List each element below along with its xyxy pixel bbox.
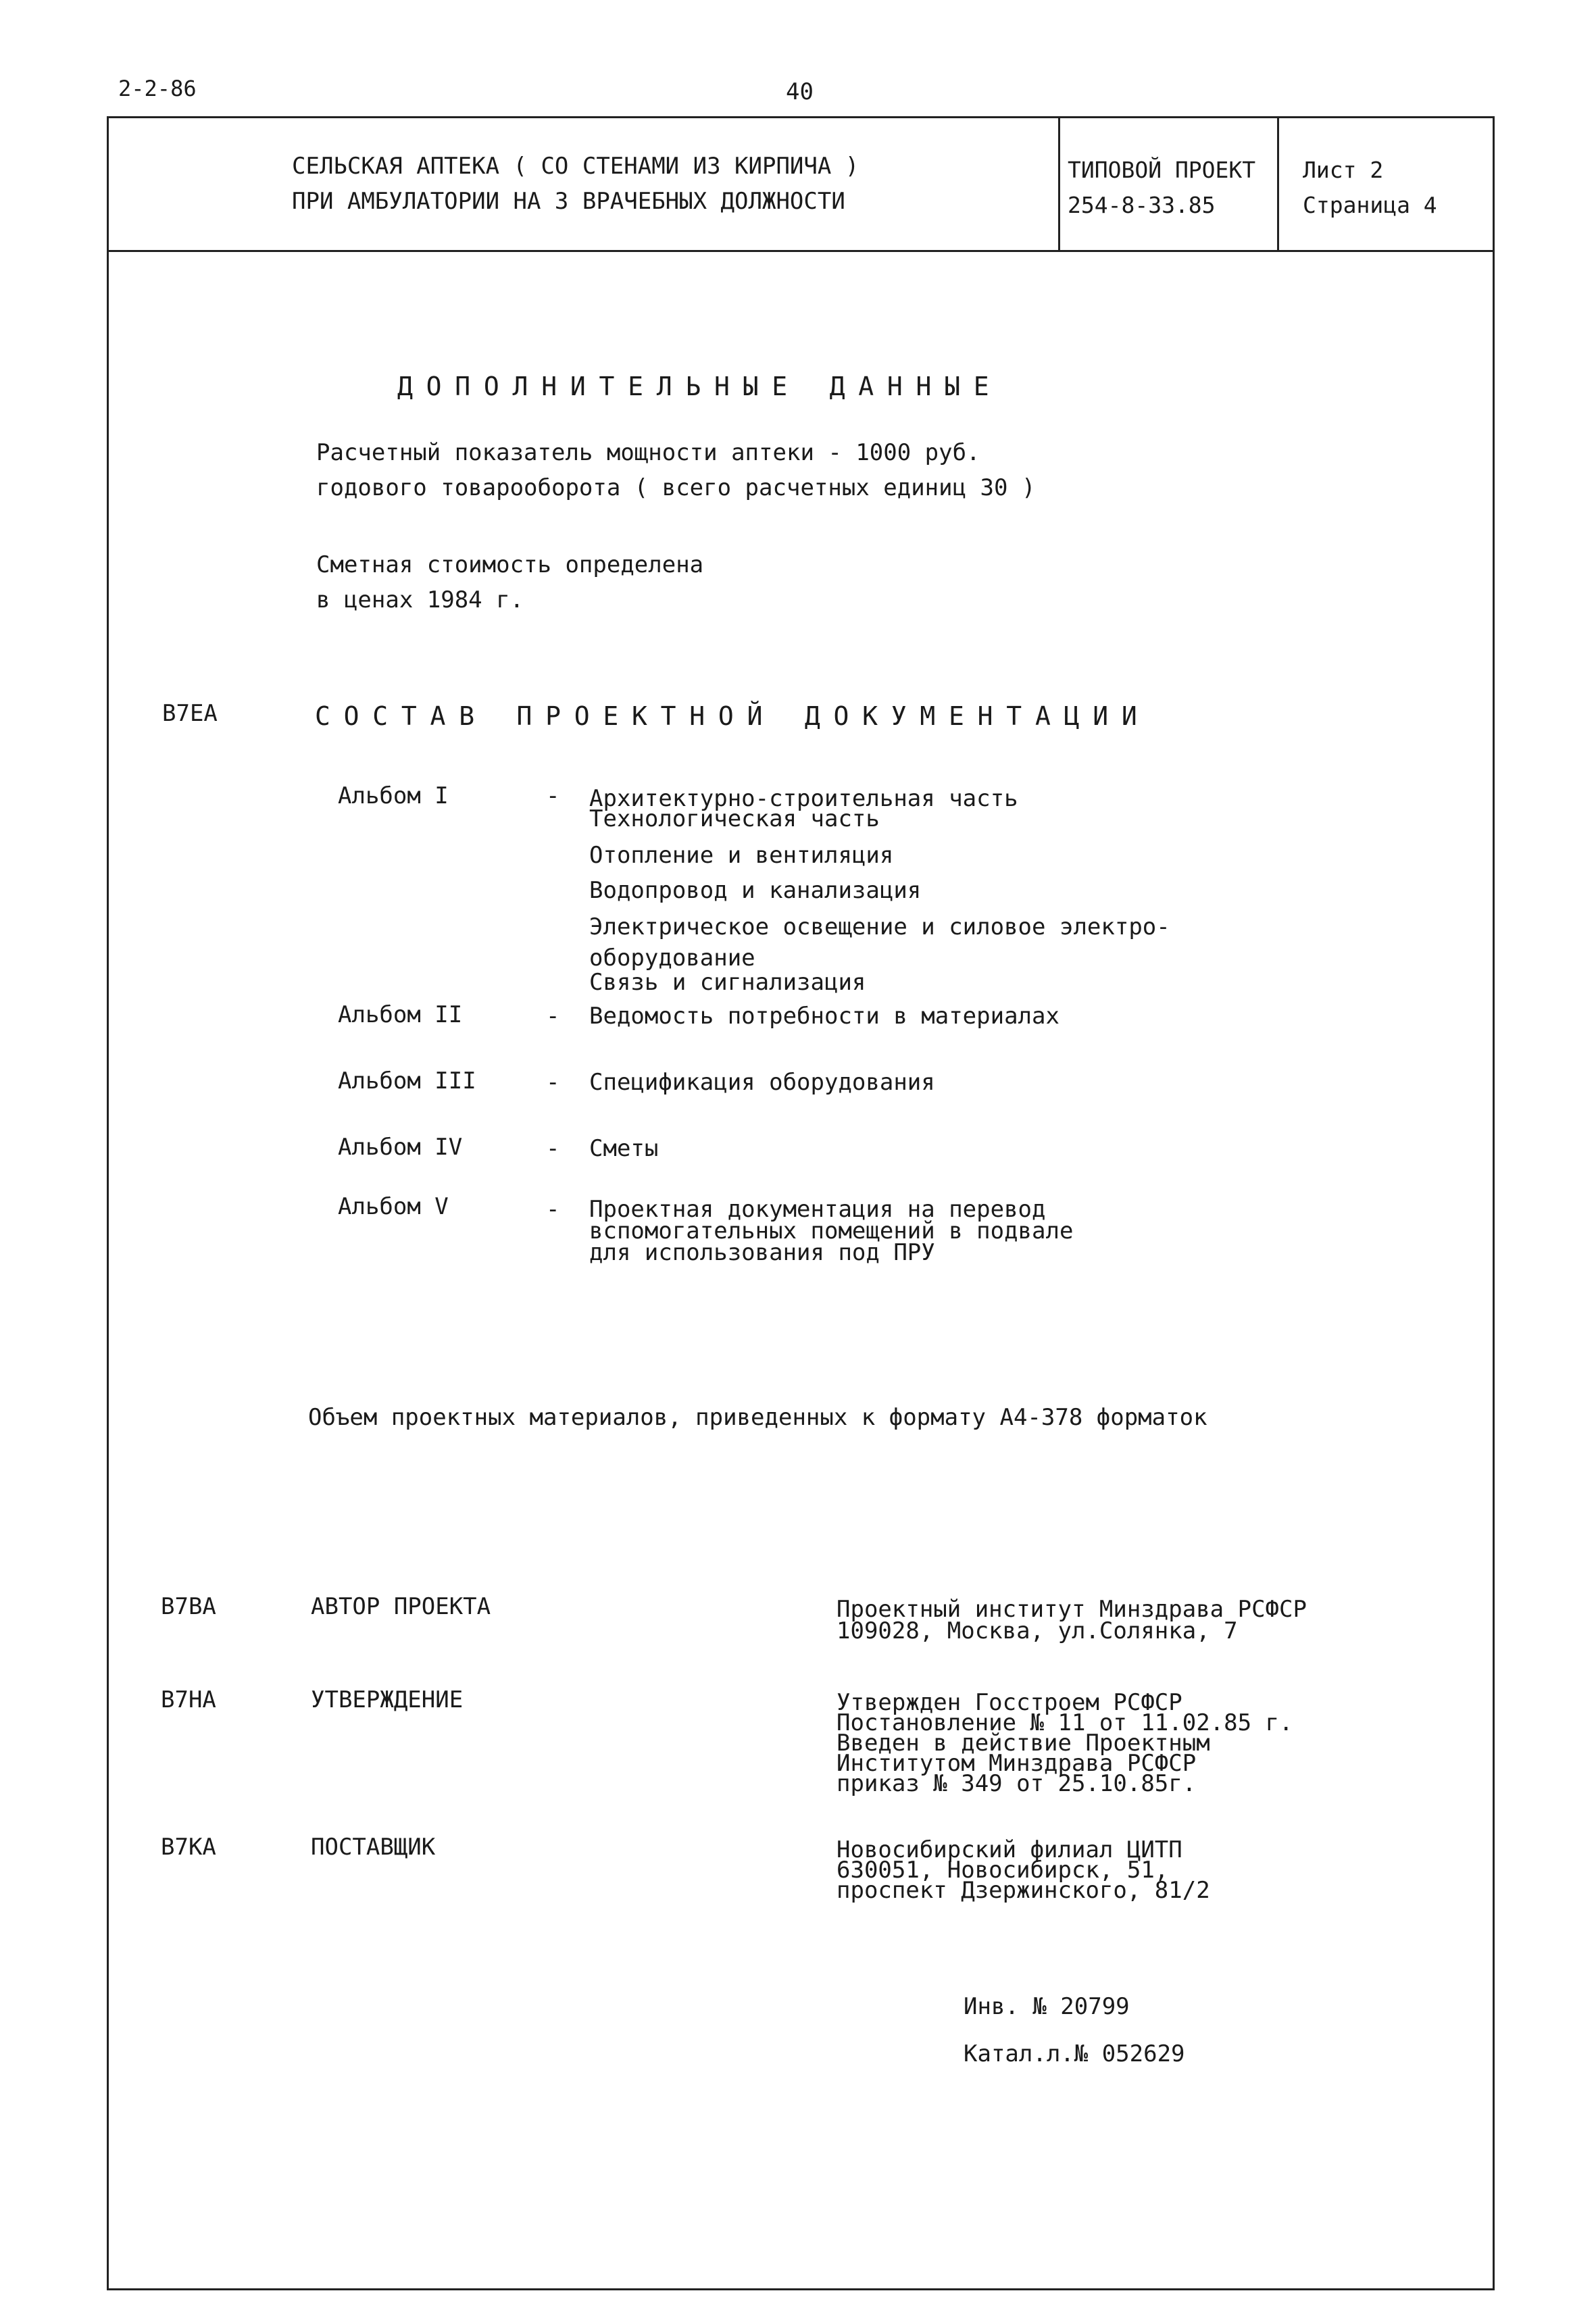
inventory-number: Инв. № 20799 <box>964 1993 1130 2020</box>
supplier-code: В7КА <box>161 1834 216 1861</box>
album-2-dash: - <box>546 1003 560 1030</box>
album-3-line-1: Спецификация оборудования <box>589 1069 935 1096</box>
capacity-line-2: годового товарооборота ( всего расчетных единиц 30 ) <box>316 474 1036 501</box>
approval-label: УТВЕРЖДЕНИЕ <box>311 1686 464 1713</box>
supplier-line-3: проспект Дзержинского, 81/2 <box>837 1877 1210 1904</box>
album-2-name: Альбом II <box>338 1001 463 1028</box>
album-1-dash: - <box>546 782 560 809</box>
album-3-dash: - <box>546 1069 560 1096</box>
title-line-1: СЕЛЬСКАЯ АПТЕКА ( СО СТЕНАМИ ИЗ КИРПИЧА ) <box>292 153 859 180</box>
album-5-name: Альбом V <box>338 1193 449 1220</box>
album-4-name: Альбом IV <box>338 1134 463 1161</box>
supplier-label: ПОСТАВЩИК <box>311 1834 436 1861</box>
album-1-line-3: Отопление и вентиляция <box>589 842 894 869</box>
supplier-line-2: 630051, Новосибирск, 51, <box>837 1857 1169 1884</box>
album-1-line-6: оборудование <box>589 945 755 972</box>
approval-code: В7НА <box>161 1686 216 1713</box>
header-divider-v2 <box>1277 116 1279 251</box>
approval-line-2: Постановление № 11 от 11.02.85 г. <box>837 1709 1293 1736</box>
album-3-name: Альбом III <box>338 1067 476 1095</box>
author-line-2: 109028, Москва, ул.Солянка, 7 <box>837 1617 1238 1644</box>
album-5-line-2: вспомогательных помещений в подвале <box>589 1217 1074 1244</box>
page-number: 40 <box>786 78 814 105</box>
supplier-line-1: Новосибирский филиал ЦИТП <box>837 1836 1182 1863</box>
approval-line-3: Введен в действие Проектным <box>837 1730 1210 1757</box>
album-1-line-5: Электрическое освещение и силовое электро- <box>589 913 1170 940</box>
album-4-line-1: Сметы <box>589 1135 659 1162</box>
approval-line-5: приказ № 349 от 25.10.85г. <box>837 1770 1197 1797</box>
approval-line-4: Институтом Минздрава РСФСР <box>837 1750 1197 1777</box>
cost-line-1: Сметная стоимость определена <box>316 551 704 578</box>
album-1-line-7: Связь и сигнализация <box>589 969 866 996</box>
additional-data-heading: ДОПОЛНИТЕЛЬНЫЕ ДАННЫЕ <box>397 372 1003 401</box>
header-divider <box>107 250 1495 252</box>
album-2-line-1: Ведомость потребности в материалах <box>589 1003 1059 1030</box>
composition-code: В7ЕА <box>162 700 218 727</box>
page-label: Страница 4 <box>1303 192 1437 218</box>
album-5-line-3: для использования под ПРУ <box>589 1239 935 1266</box>
album-1-line-1: Архитектурно-строительная часть <box>589 785 1018 812</box>
album-5-dash: - <box>546 1196 560 1223</box>
album-5-line-1: Проектная документация на перевод <box>589 1196 1046 1223</box>
document-code: 2-2-86 <box>118 76 197 101</box>
project-number: 254-8-33.85 <box>1068 192 1216 218</box>
sheet-number: Лист 2 <box>1303 157 1384 183</box>
composition-heading: СОСТАВ ПРОЕКТНОЙ ДОКУМЕНТАЦИИ <box>315 701 1151 731</box>
title-line-2: ПРИ АМБУЛАТОРИИ НА 3 ВРАЧЕБНЫХ ДОЛЖНОСТИ <box>292 188 845 215</box>
volume-line: Объем проектных материалов, приведенных к формату А4-378 форматок <box>308 1404 1207 1431</box>
capacity-line-1: Расчетный показатель мощности аптеки - 1000 руб. <box>316 439 980 466</box>
approval-line-1: Утвержден Госстроем РСФСР <box>837 1689 1182 1716</box>
album-1-name: Альбом I <box>338 782 449 809</box>
author-code: В7ВА <box>161 1593 216 1620</box>
album-1-line-4: Водопровод и канализация <box>589 877 922 904</box>
album-4-dash: - <box>546 1135 560 1162</box>
author-label: АВТОР ПРОЕКТА <box>311 1593 491 1620</box>
catalog-number: Катал.л.№ 052629 <box>964 2040 1185 2067</box>
cost-line-2: в ценах 1984 г. <box>316 586 524 613</box>
author-line-1: Проектный институт Минздрава РСФСР <box>837 1596 1307 1623</box>
header-divider-v1 <box>1058 116 1060 251</box>
project-label: ТИПОВОЙ ПРОЕКТ <box>1068 157 1256 183</box>
album-1-line-2: Технологическая часть <box>589 805 880 832</box>
